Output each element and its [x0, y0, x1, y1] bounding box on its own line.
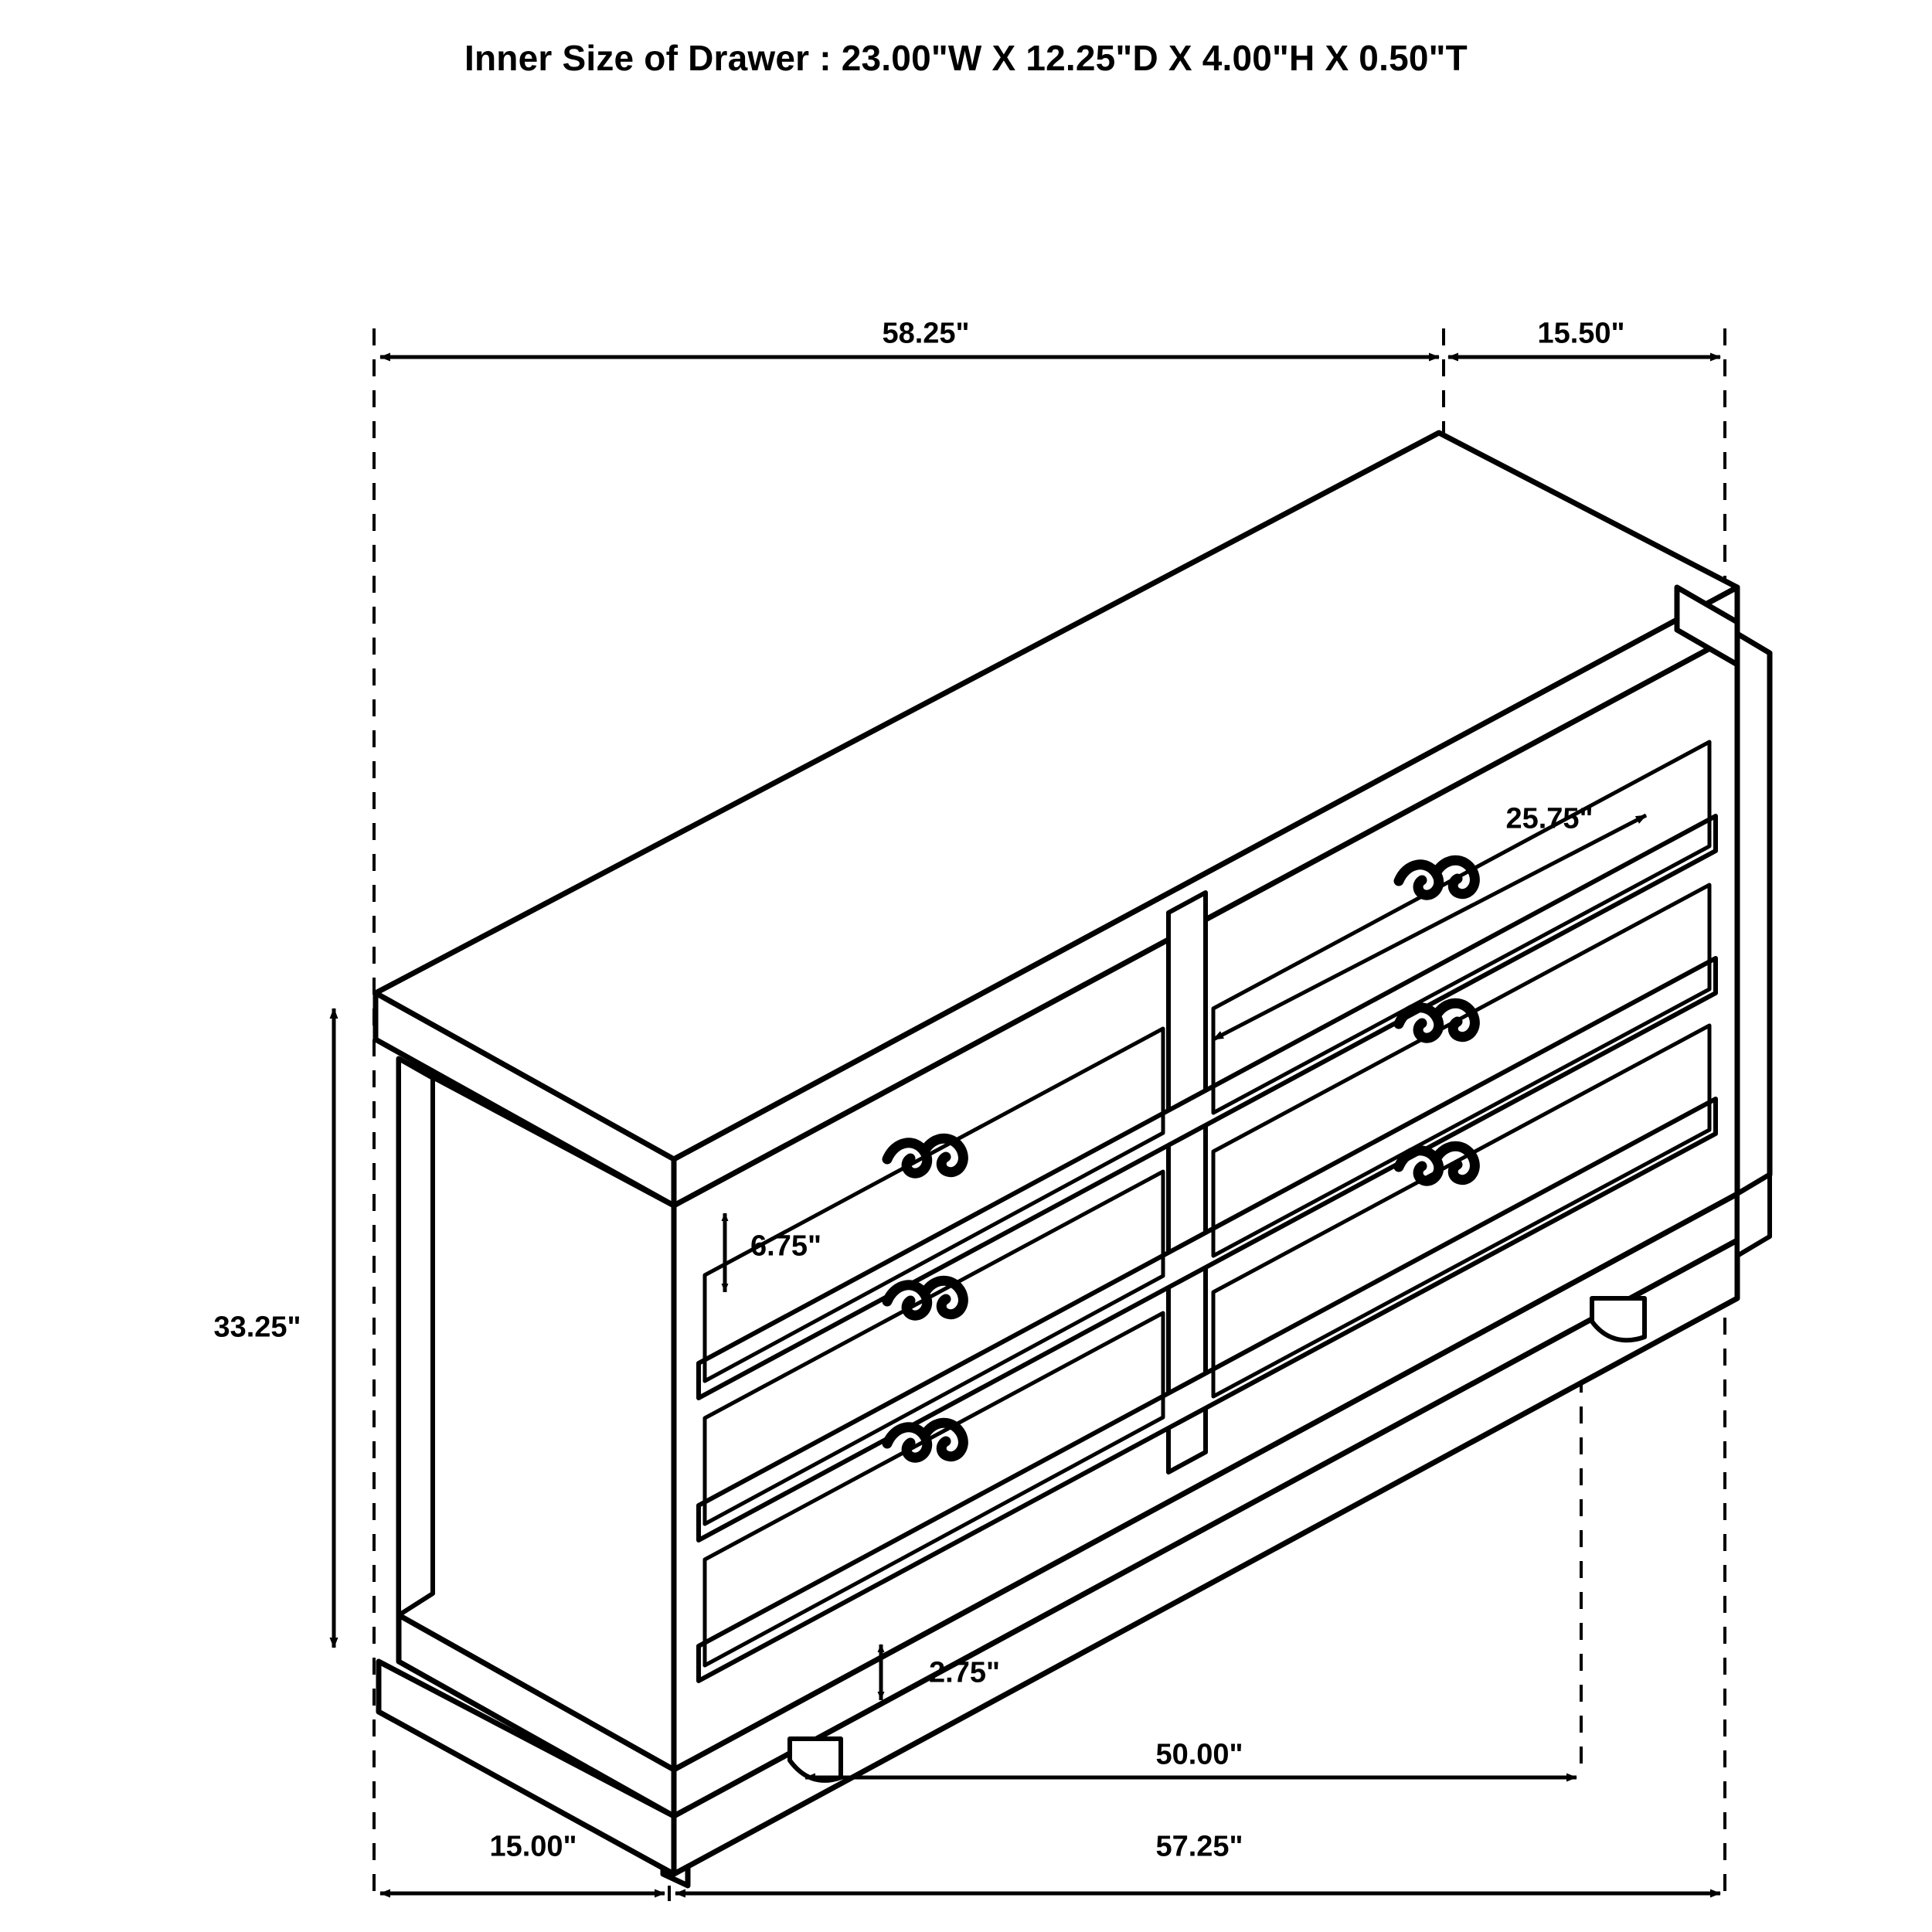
page-title: Inner Size of Drawer : 23.00"W X 12.25"D X 4.00"H X 0.50"T [464, 38, 1468, 78]
dimension-label-overall-height: 33.25" [213, 1311, 301, 1344]
dresser-body [376, 433, 1770, 1886]
dimension-label-drawer-diagonal: 25.75" [1505, 802, 1594, 835]
dimension-label-base-clearance: 2.75" [929, 1656, 1000, 1689]
dimension-label-side-depth-bottom: 15.00" [489, 1830, 577, 1863]
dimension-label-top-width: 58.25" [882, 317, 970, 350]
dimension-label-drawer-face-height: 6.75" [750, 1230, 821, 1263]
dimension-label-top-depth: 15.50" [1537, 317, 1625, 350]
dimension-label-base-width-inner: 50.00" [1155, 1738, 1243, 1771]
dimension-label-base-width-outer: 57.25" [1155, 1830, 1243, 1863]
